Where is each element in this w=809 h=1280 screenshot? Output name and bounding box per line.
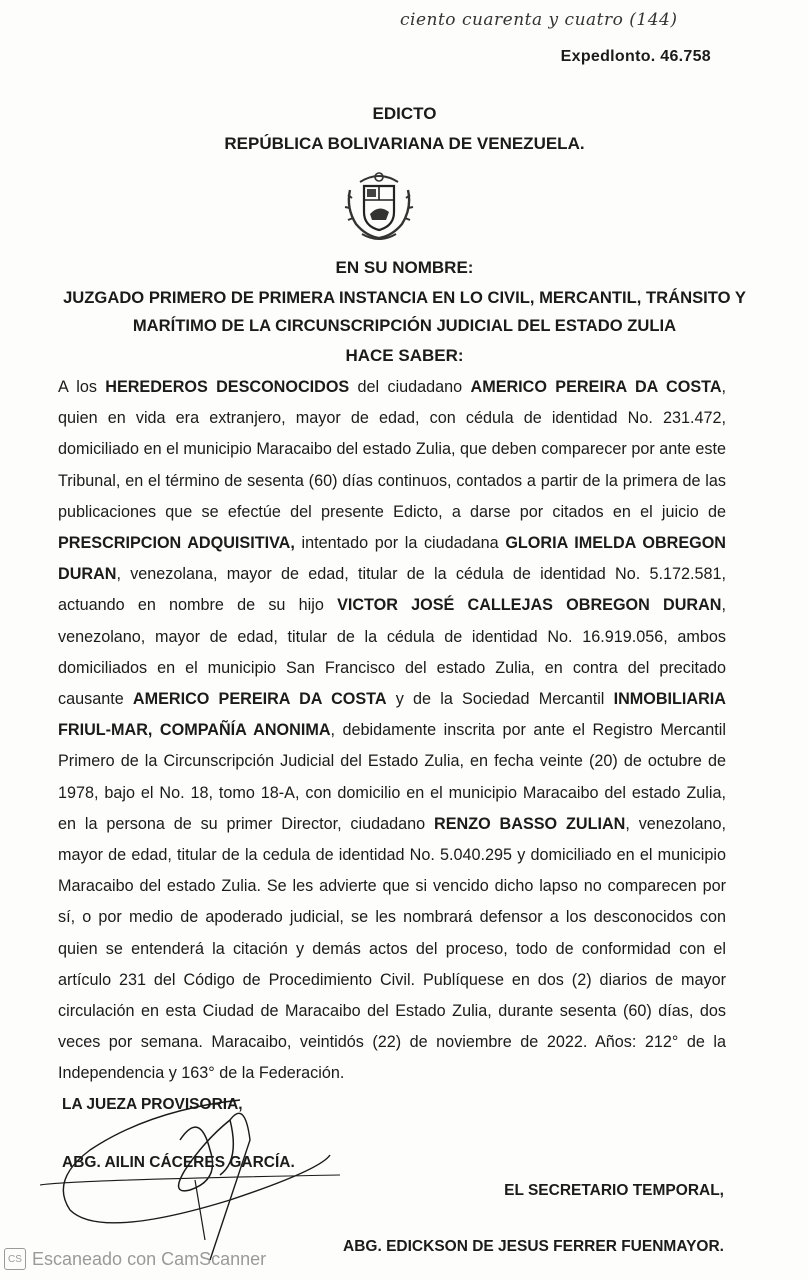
decedent-name: AMERICO PEREIRA DA COSTA [470, 378, 722, 396]
camscanner-label: Escaneado con CamScanner [32, 1248, 267, 1269]
handwritten-folio-note: ciento cuarenta y cuatro (144) [400, 10, 678, 30]
company-name: INMOBILIARIA FRIUL-MAR, COMPAÑÍA ANONIMA [58, 690, 726, 740]
secretario-title: EL SECRETARIO TEMPORAL, [504, 1182, 724, 1199]
heirs-bold: HEREDEROS DESCONOCIDOS [105, 378, 350, 396]
body-text-5: , venezolana, mayor de edad, titular de la cédula de identidad No. 5.172.581, actuando en nombre de su hijo [58, 565, 726, 615]
case-type: PRESCRIPCION ADQUISITIVA, [58, 534, 295, 553]
juzgado-line-1: JUZGADO PRIMERO DE PRIMERA INSTANCIA EN LO CIVIL, MERCANTIL, TRÁNSITO Y [63, 288, 746, 307]
republica-heading: REPÚBLICA BOLIVARIANA DE VENEZUELA. [224, 134, 585, 153]
edict-body [58, 372, 726, 1090]
body-text-8: , debidamente inscrita por ante el Registro Mercantil Primero de la Circunscripción Judicial del Estado Zulia, en fecha veinte (20) de octubre de 1978, bajo el No. 18, tomo 18-A, con domicilio en el municipio Maracaibo del estado Zulia, en la persona de su primer Director, ciudadano [58, 721, 726, 833]
body-text-2: del ciudadano [349, 378, 471, 396]
director-name: RENZO BASSO ZULIAN [434, 814, 626, 833]
hace-saber-heading: HACE SABER: [345, 346, 464, 365]
handwritten-signature [30, 1080, 360, 1270]
defendant-name: AMERICO PEREIRA DA COSTA [132, 690, 387, 709]
jueza-name: ABG. AILIN CÁCERES GARCÍA. [62, 1154, 295, 1171]
body-text-4: intentado por la ciudadana [294, 534, 506, 553]
body-text-3: , quien en vida era extranjero, mayor de edad, con cédula de identidad No. 231.472, domiciliado en el municipio Maracaibo del estado Zulia, que deben comparecer por ante este Tribunal, en el término de sesenta (60) días continuos, contados a partir de la primera de las publicaciones que se efectúe del presente Edicto, a darse por citados en el juicio de [58, 378, 727, 521]
expediente-number: Expedlonto. 46.758 [560, 48, 711, 65]
en-su-nombre-heading: EN SU NOMBRE: [335, 258, 474, 277]
edict-paragraph [58, 372, 726, 1090]
body-text-6: , venezolano, mayor de edad, titular de la cédula de identidad No. 16.919.056, ambos domiciliados en el municipio San Francisco del estado Zulia, en contra del precitado causante [58, 596, 726, 709]
camscanner-watermark [4, 1248, 266, 1270]
son-name: VICTOR JOSÉ CALLEJAS OBREGON DURAN [337, 596, 722, 615]
coat-of-arms-icon [342, 168, 416, 244]
body-text-1: A los [58, 378, 106, 396]
body-text-7: y de la Sociedad Mercantil [386, 690, 614, 709]
jueza-title: LA JUEZA PROVISORIA, [62, 1096, 243, 1113]
plaintiff-name: GLORIA IMELDA OBREGON DURAN [58, 534, 726, 584]
camscanner-logo-icon: CS [4, 1248, 26, 1270]
body-text-9: , venezolano, mayor de edad, titular de la cedula de identidad No. 5.040.295 y domiciliado en el municipio Maracaibo del estado Zulia. Se les advierte que si vencido dicho lapso no comparecen por sí, o por medio de apoderado judicial, se les nombrará defensor a los desconocidos con quien se entenderá la citación y demás actos del proceso, todo de conformidad con el artículo 231 del Código de Procedimiento Civil. Publíquese en dos (2) diarios de mayor circulación en esta Ciudad de Maracaibo del Estado Zulia, durante sesenta (60) días, dos veces por semana. Maracaibo, veintidós (22) de noviembre de 2022. Años: 212° de la Independencia y 163° de la Federación. [58, 814, 727, 1083]
juzgado-line-2: MARÍTIMO DE LA CIRCUNSCRIPCIÓN JUDICIAL DEL ESTADO ZULIA [132, 316, 677, 335]
edicto-heading: EDICTO [372, 104, 437, 123]
secretario-name: ABG. EDICKSON DE JESUS FERRER FUENMAYOR. [343, 1238, 724, 1255]
